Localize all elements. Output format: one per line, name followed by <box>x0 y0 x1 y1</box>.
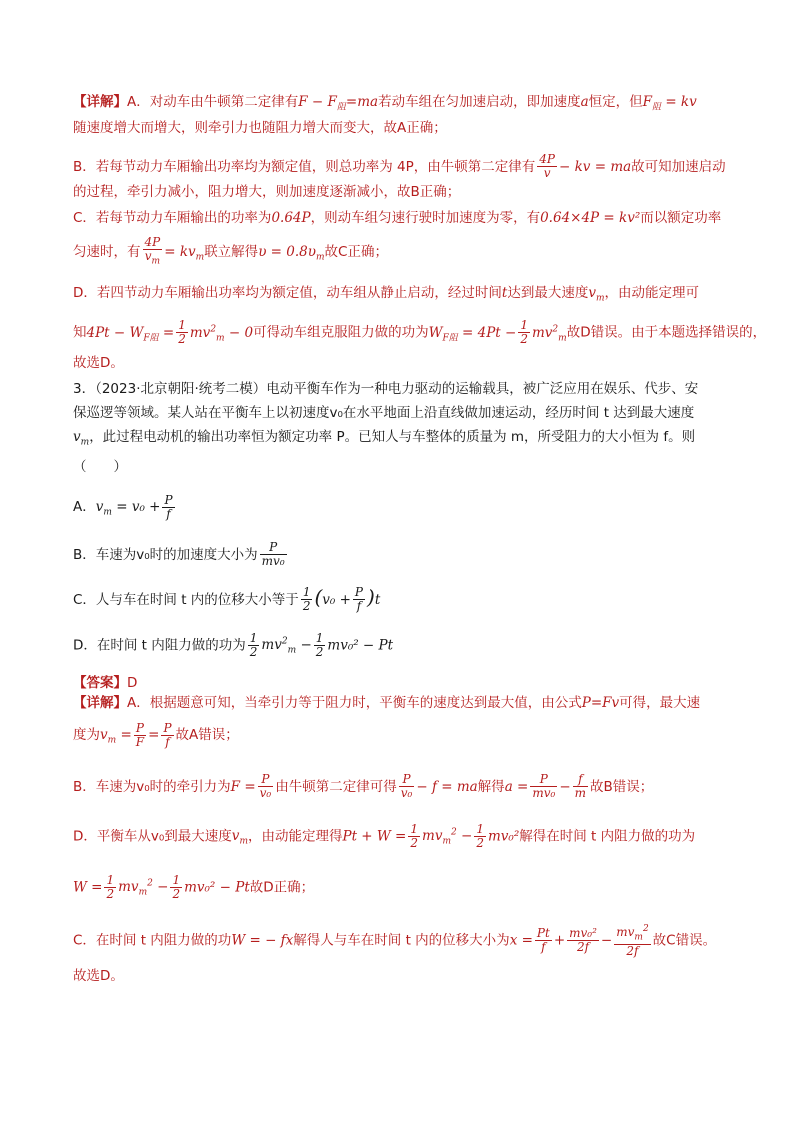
s1-a-text1: A．对动车由牛顿第二定律有 <box>127 94 299 110</box>
s1-a-alpha: a <box>580 94 589 110</box>
s2-line-d1: D．平衡车从v₀到最大速度$v_m$，由动能定理得Pt + W = $\frac{1}{2}$ $mv_m^2$ − $\frac{1}{2}$ mv₀²解得在时间 t 内阻力做的功为 <box>73 821 696 850</box>
s2-line-a1: 【详解】A．根据题意可知，当牵引力等于阻力时，平衡车的速度达到最大值，由公式P=Fv可得，最大速 <box>73 695 701 712</box>
s2-line-a2: 度为$v_m$ = $\frac{P}{F}$ = $\frac{P}{f}$ 故A错误； <box>73 720 239 749</box>
s1-line-d2: 知$4Pt - W_{F阻}$ = $\frac{1}{2}$ $mv^2_m - 0$可得动车组克服阻力做的功为$W_{F阻} = 4Pt$ − $\frac{1}{2}$ $mv^2_m$故D错误。由于本题选择错误的， <box>73 318 767 347</box>
q3-option-a: A．$v_m = v_0$ + $\frac{P}{f}$ <box>73 492 173 521</box>
s1-line-d3: 故选D。 <box>73 355 124 372</box>
s1-a-f: $F_阻$ = kv <box>642 94 697 113</box>
s1-d-half1: $\frac{1}{2}$ <box>178 318 186 347</box>
explanation-tag-2: 【详解】 <box>73 695 127 712</box>
answer-value: D <box>127 675 138 692</box>
q3-line4: （ ） <box>73 459 127 476</box>
s2-line-c1: C．在时间 t 内阻力做的功W = − fx解得人与车在时间 t 内的位移大小为x = $\frac{Pt}{f}$ + $\frac{\text{mv₀²}}{2f}$ − $\frac{mv_m^2}{2f}$ 故C错误。 <box>73 924 717 959</box>
document-page <box>73 92 767 986</box>
q3-option-c: C．人与车在时间 t 内的位移大小等于 $\frac{1}{2}$ (v₀ + $\frac{P}{f}$ )t <box>73 584 381 614</box>
s1-line-a2: 随速度增大而增大，则牵引力也随阻力增大而变大，故A正确； <box>73 119 447 136</box>
s1-c-frac: $\frac{4P}{v_m}$ <box>144 234 161 267</box>
q3-line3: $v_m$，此过程电动机的输出功率恒为额定功率 P。已知人与车整体的质量为 m，所受阻力的大小恒为 f。则 <box>73 429 696 449</box>
s2-final: 故选D。 <box>73 968 124 985</box>
q3-option-b: B．车速为v₀时的加速度大小为 $\frac{P}{\text{mv₀}}$ <box>73 540 285 569</box>
s1-line-c1: C．若每节动力车厢输出的功率为0.64P，则动车组匀速行驶时加速度为零，有0.64×4P = kv²而以额定功率 <box>73 209 722 226</box>
answer-tag: 【答案】 <box>73 675 127 692</box>
s1-line-c2: 匀速时，有 $\frac{4P}{v_m}$ = $kv_m$联立解得$\upsilon = 0.8\upsilon_m$故C正确； <box>73 234 388 267</box>
s2-line-d2: W = $\frac{1}{2}$ $mv_m^2$ − $\frac{1}{2}$ mv₀² − Pt故D正确； <box>73 872 315 901</box>
s1-line-a1 <box>73 92 723 118</box>
answer-line <box>73 673 723 693</box>
s1-a-text2: 若动车组在匀加速启动，即加速度 <box>378 94 581 110</box>
s1-line-b2: 的过程，牵引力减小，阻力增大，则加速度逐渐减小，故B正确； <box>73 183 461 200</box>
q3-line2: 保巡逻等领域。某人站在平衡车上以初速度v₀在水平地面上沿直线做加速运动，经历时间 t 达到最大速度 <box>73 405 695 422</box>
explanation-tag: 【详解】 <box>73 94 127 110</box>
s1-a-text3: 恒定，但 <box>588 94 643 110</box>
s1-d-half2: $\frac{1}{2}$ <box>520 318 528 347</box>
q3-line1: 3．（2023·北京朝阳·统考二模）电动平衡车作为一种电力驱动的运输载具，被广泛应用在娱乐、代步、安 <box>73 381 699 398</box>
s1-line-b1: B．若每节动力车厢输出功率均为额定值，则总功率为 4P，由牛顿第二定律有 $\frac{4P}{v}$ − kv = ma故可知加速启动 <box>73 152 726 181</box>
s1-line-d1: D．若四节动力车厢输出功率均为额定值，动车组从静止启动，经过时间t达到最大速度$v_m$，由动能定理可 <box>73 284 700 304</box>
s1-b-frac: $\frac{4P}{v}$ <box>539 152 556 181</box>
s1-a-eq1: $F - F_阻=ma$ <box>298 94 379 113</box>
s2-line-b: B．车速为v₀时的牵引力为F = $\frac{P}{\text{v₀}}$ 由牛顿第二定律可得 $\frac{P}{\text{v₀}}$ − f = ma解得a = $\frac{P}{\text{mv₀}}$ − $\frac{f}{m}$ 故B错误； <box>73 772 654 801</box>
q3-option-d: D．在时间 t 内阻力做的功为 $\frac{1}{2}$ $mv^2_m$ − $\frac{1}{2}$ mv₀² − Pt <box>73 630 394 659</box>
